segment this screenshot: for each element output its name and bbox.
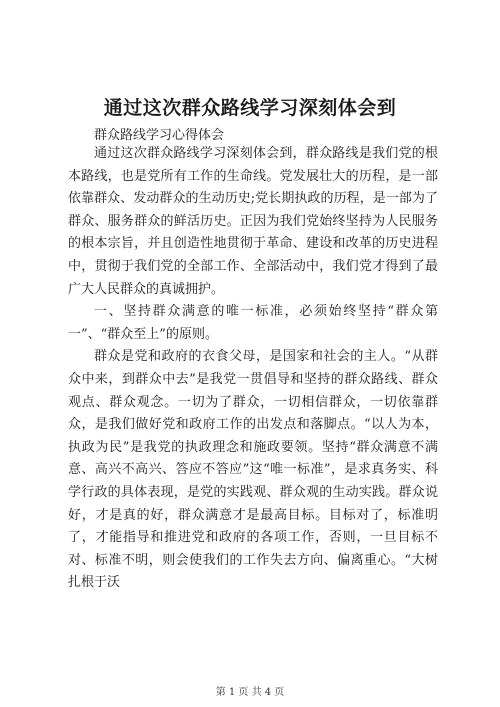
document-title: 通过这次群众路线学习深刻体会到 xyxy=(103,97,397,119)
paragraph: 通过这次群众路线学习深刻体会到，群众路线是我们党的根本路线，也是党所有工作的生命线。党发展壮大的历程，是一部依靠群众、发动群众的生动历史;党长期执政的历程，是一部为了群众、服务群众的鲜活历史。正因为我们党始终坚持为人民服务的根本宗旨，并且创造性地贯彻于革命、建设和改革的历史进程中，贯彻于我们党的全部工作、全部活动中，我们党才得到了最广大人民群众的真诚拥护。 xyxy=(68,146,438,297)
paragraph: 一、坚持群众满意的唯一标准，必须始终坚持“群众第一”、“群众至上”的原则。 xyxy=(68,304,438,342)
paragraph: 群众是党和政府的衣食父母，是国家和社会的主人。“从群众中来，到群众中去”是我党一贯倡导和坚持的群众路线、群众观点、群众观念。一切为了群众，一切相信群众，一切依靠群众，是我们做好党和政府工作的出发点和落脚点。“以人为本，执政为民”是我党的执政理念和施政要领。坚持“群众满意不满意、高兴不高兴、答应不答应”这“唯一标准”，是求真务实、科学行政的具体表现，是党的实践观、群众观的生动实践。群众说好，才是真的好，群众满意才是最高目标。目标对了，标准明了，才能指导和推进党和政府的各项工作，否则，一旦目标不对、标准不明，则会使我们的工作失去方向、偏离重心。“大树扎根于沃 xyxy=(68,349,438,591)
document-subtitle: 群众路线学习心得体会 xyxy=(94,128,225,143)
document-body xyxy=(68,143,438,595)
page-footer: 第 1 页 共 4 页 xyxy=(215,687,285,698)
